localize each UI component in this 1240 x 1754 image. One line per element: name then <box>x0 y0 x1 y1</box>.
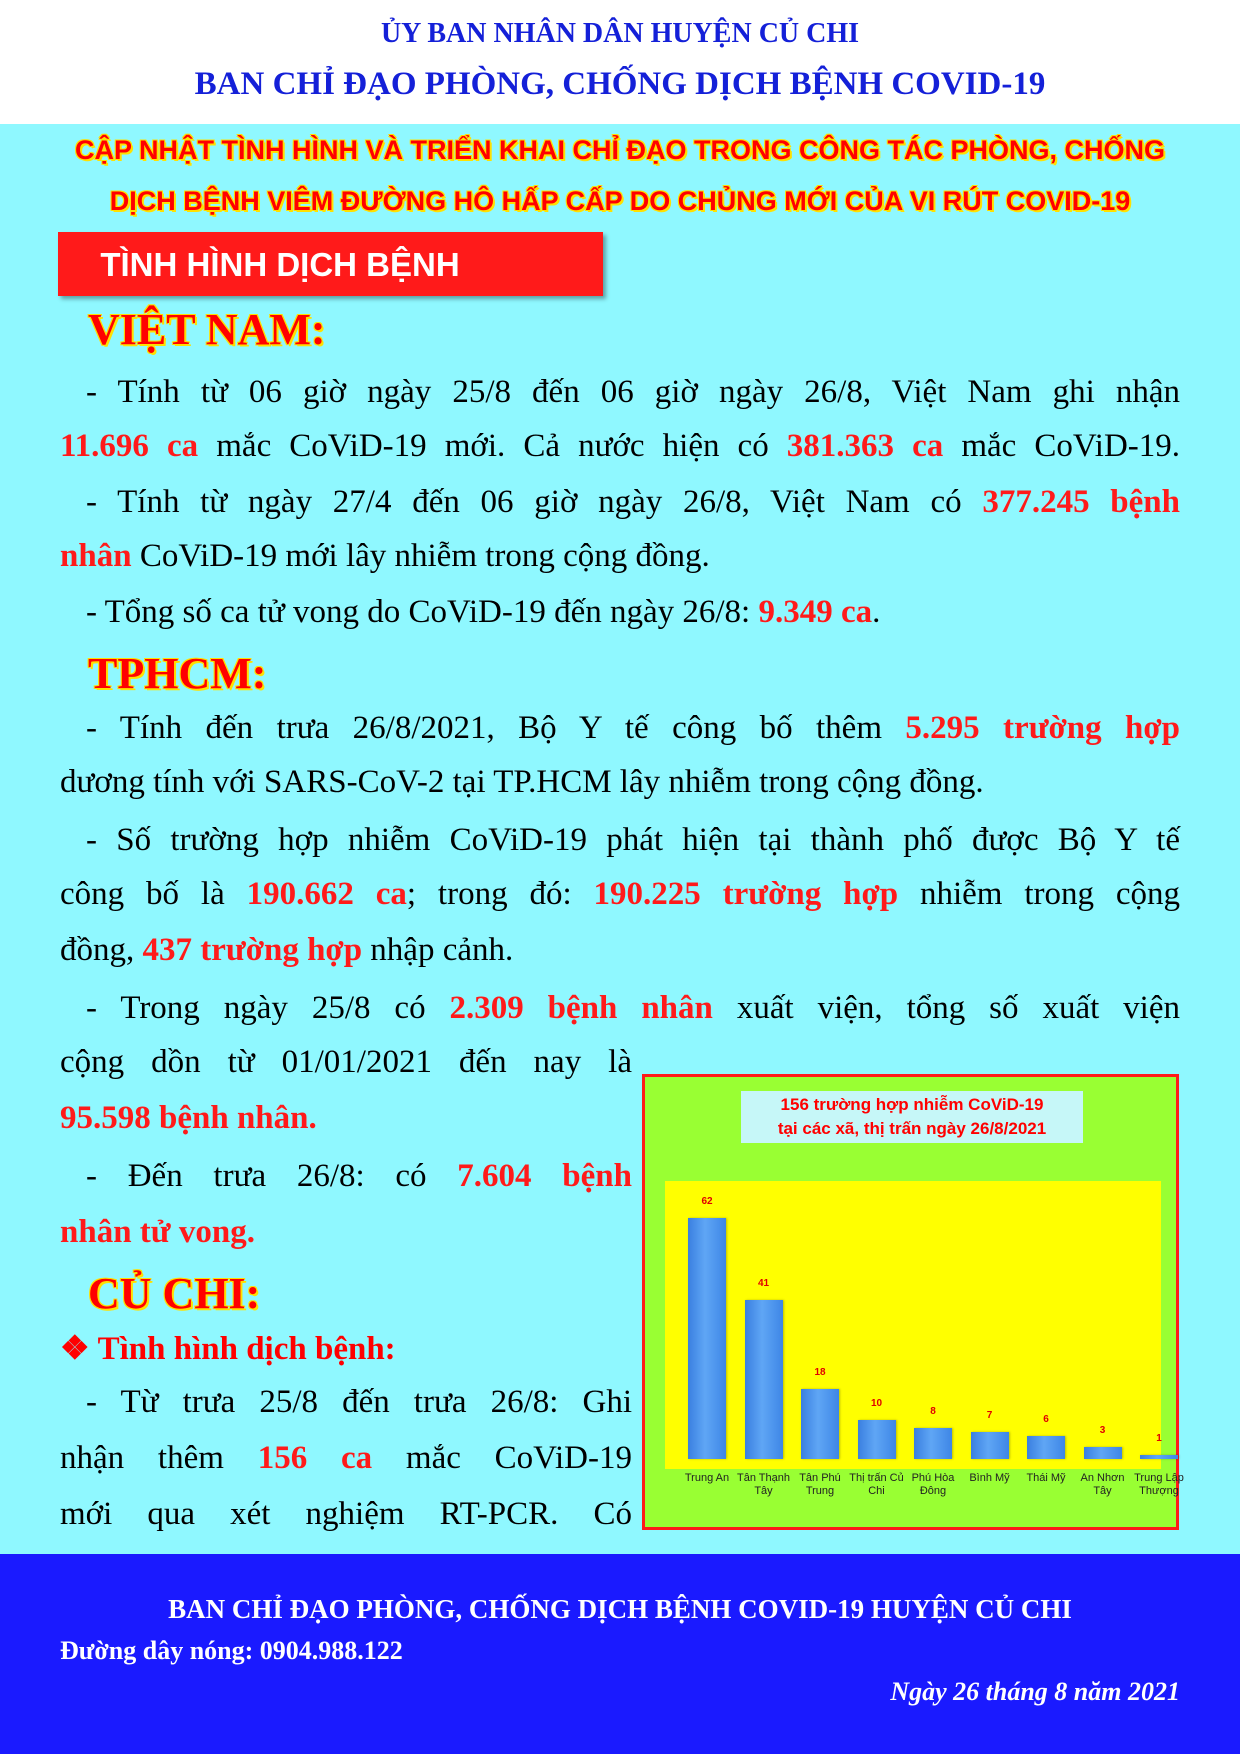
chart-bar <box>745 1300 783 1459</box>
text: - Đến trưa 26/8: có <box>86 1158 458 1194</box>
chart-data-label: 62 <box>701 1196 713 1208</box>
highlight: 7.604 bệnh <box>457 1158 632 1194</box>
region-heading-cuchi: CỦ CHI: <box>88 1269 261 1318</box>
chart-category-label: Thái Mỹ <box>1026 1472 1066 1484</box>
chart-category-label: Trung Lập Thượng <box>1134 1472 1184 1497</box>
text: - Số trường hợp nhiễm CoViD-19 phát hiện tại thành phố được Bộ Y tế <box>86 822 1180 858</box>
chart-plot-area <box>665 1181 1161 1469</box>
highlight: 377.245 bệnh <box>982 484 1180 520</box>
highlight: 381.363 ca <box>786 428 944 464</box>
chart-data-label: 3 <box>1099 1425 1106 1437</box>
highlight: 437 trường hợp <box>142 932 363 968</box>
text: ; trong đó: <box>406 876 594 912</box>
paragraph-line <box>60 1158 632 1195</box>
highlight: 11.696 ca <box>60 428 199 464</box>
text: mắc CoViD-19 mới. Cả nước hiện có <box>198 428 787 464</box>
text: nhiễm trong cộng <box>898 876 1181 912</box>
text: . <box>872 594 881 630</box>
text: - Trong ngày 25/8 có <box>86 990 450 1026</box>
chart-category-label: An Nhơn Tây <box>1080 1472 1125 1497</box>
chart-bar <box>858 1420 896 1459</box>
chart-bar <box>1027 1436 1065 1459</box>
chart-data-label: 41 <box>757 1277 770 1289</box>
highlight: 2.309 bệnh nhân <box>449 990 713 1026</box>
diamond-bullet-icon: ❖ <box>60 1331 90 1367</box>
highlight: 95.598 bệnh nhân. <box>60 1100 317 1136</box>
text: mắc CoViD-19. <box>943 428 1181 464</box>
committee-name: BAN CHỈ ĐẠO PHÒNG, CHỐNG DỊCH BỆNH COVID-19 <box>194 66 1046 102</box>
chart-category-label: Tân Phú Trung <box>799 1472 841 1497</box>
text: - Từ trưa 25/8 đến trưa 26/8: Ghi <box>86 1384 632 1420</box>
text: công bố là <box>60 876 247 912</box>
chart-data-label: 10 <box>870 1398 883 1410</box>
paragraph-line <box>60 990 1180 1027</box>
chart-bar <box>971 1432 1009 1459</box>
paragraph-line: dương tính với SARS-CoV-2 tại TP.HCM lây nhiễm trong cộng đồng. <box>60 764 984 800</box>
chart-category-label: Tân Thạnh Tây <box>736 1472 790 1497</box>
paragraph-line <box>60 876 1180 913</box>
paragraph-line <box>60 484 1180 521</box>
text: CoViD-19 mới lây nhiễm trong cộng đồng. <box>131 538 710 574</box>
chart-bar <box>801 1389 839 1459</box>
text: - Tính từ ngày 27/4 đến 06 giờ ngày 26/8, Việt Nam có <box>86 484 983 520</box>
text: đồng, <box>60 932 143 968</box>
section-title: TÌNH HÌNH DỊCH BỆNH <box>100 246 460 283</box>
chart-data-label: 8 <box>930 1405 936 1417</box>
highlight: 190.662 ca <box>246 876 407 912</box>
document-title-line1: CẬP NHẬT TÌNH HÌNH VÀ TRIỂN KHAI CHỈ ĐẠO TRONG CÔNG TÁC PHÒNG, CHỐNG <box>74 135 1165 165</box>
chart-bar <box>914 1428 952 1459</box>
paragraph-line: mới qua xét nghiệm RT-PCR. Có <box>60 1496 632 1532</box>
chart-bar <box>1140 1455 1178 1459</box>
chart-category-label: Bình Mỹ <box>969 1472 1010 1484</box>
paragraph-line <box>60 594 880 631</box>
highlight: 9.349 ca <box>758 594 873 630</box>
paragraph-line: cộng dồn từ 01/01/2021 đến nay là <box>60 1044 632 1080</box>
text: mắc CoViD-19 <box>372 1440 632 1476</box>
chart-category-label: Phú Hòa Đông <box>911 1472 955 1497</box>
paragraph-line <box>60 538 710 575</box>
region-heading-hcm: TPHCM: <box>88 649 267 698</box>
footer-date: Ngày 26 tháng 8 năm 2021 <box>890 1677 1180 1706</box>
text: - Tính từ 06 giờ ngày 25/8 đến 06 giờ ngày 26/8, Việt Nam ghi nhận <box>86 374 1180 410</box>
chart-data-label: 7 <box>986 1409 993 1421</box>
subheading <box>60 1328 396 1368</box>
paragraph-line <box>60 822 1180 859</box>
paragraph-line <box>60 932 513 969</box>
region-heading-vietnam: VIỆT NAM: <box>88 305 326 354</box>
subheading-text: Tình hình dịch bệnh: <box>97 1331 396 1367</box>
footer-hotline: Đường dây nóng: 0904.988.122 <box>60 1636 403 1665</box>
highlight: nhân tử vong. <box>60 1214 255 1250</box>
chart-frame <box>642 1074 1184 1530</box>
chart-category-label: Thị trấn Củ Chi <box>849 1472 904 1497</box>
highlight: nhân <box>60 538 132 574</box>
section-banner <box>58 232 603 296</box>
text: - Tính đến trưa 26/8/2021, Bộ Y tế công bố thêm <box>86 710 906 746</box>
highlight: 5.295 trường hợp <box>905 710 1181 746</box>
paragraph-line <box>60 1214 255 1251</box>
paragraph-line <box>60 1100 317 1137</box>
chart-data-label: 1 <box>1156 1433 1162 1445</box>
chart-title-line2: tại các xã, thị trấn ngày 26/8/2021 <box>777 1119 1047 1138</box>
paragraph-line <box>60 374 1180 411</box>
highlight: 190.225 trường hợp <box>593 876 899 912</box>
text: xuất viện, tổng số xuất viện <box>712 990 1181 1026</box>
chart-title-line1: 156 trường hợp nhiễm CoViD-19 <box>780 1095 1044 1114</box>
document-title-line2: DỊCH BỆNH VIÊM ĐƯỜNG HÔ HẤP CẤP DO CHỦNG MỚI CỦA VI RÚT COVID-19 <box>109 186 1131 216</box>
text: nhập cảnh. <box>362 932 514 968</box>
paragraph-line <box>60 428 1180 465</box>
chart-data-label: 18 <box>814 1367 826 1379</box>
text: nhận thêm <box>60 1440 258 1476</box>
chart-category-label: Trung An <box>684 1472 730 1484</box>
chart-data-label: 6 <box>1043 1413 1049 1425</box>
organization-name: ỦY BAN NHÂN DÂN HUYỆN CỦ CHI <box>380 18 860 49</box>
footer-committee: BAN CHỈ ĐẠO PHÒNG, CHỐNG DỊCH BỆNH COVID-19 HUYỆN CỦ CHI <box>168 1594 1072 1624</box>
chart-title <box>741 1091 1083 1143</box>
paragraph-line <box>60 710 1180 747</box>
paragraph-line <box>60 1440 632 1477</box>
chart-bar <box>1084 1447 1122 1459</box>
chart-bar <box>688 1218 726 1459</box>
highlight: 156 ca <box>257 1440 373 1476</box>
paragraph-line <box>60 1384 632 1421</box>
text: - Tổng số ca tử vong do CoViD-19 đến ngày 26/8: <box>86 594 759 630</box>
